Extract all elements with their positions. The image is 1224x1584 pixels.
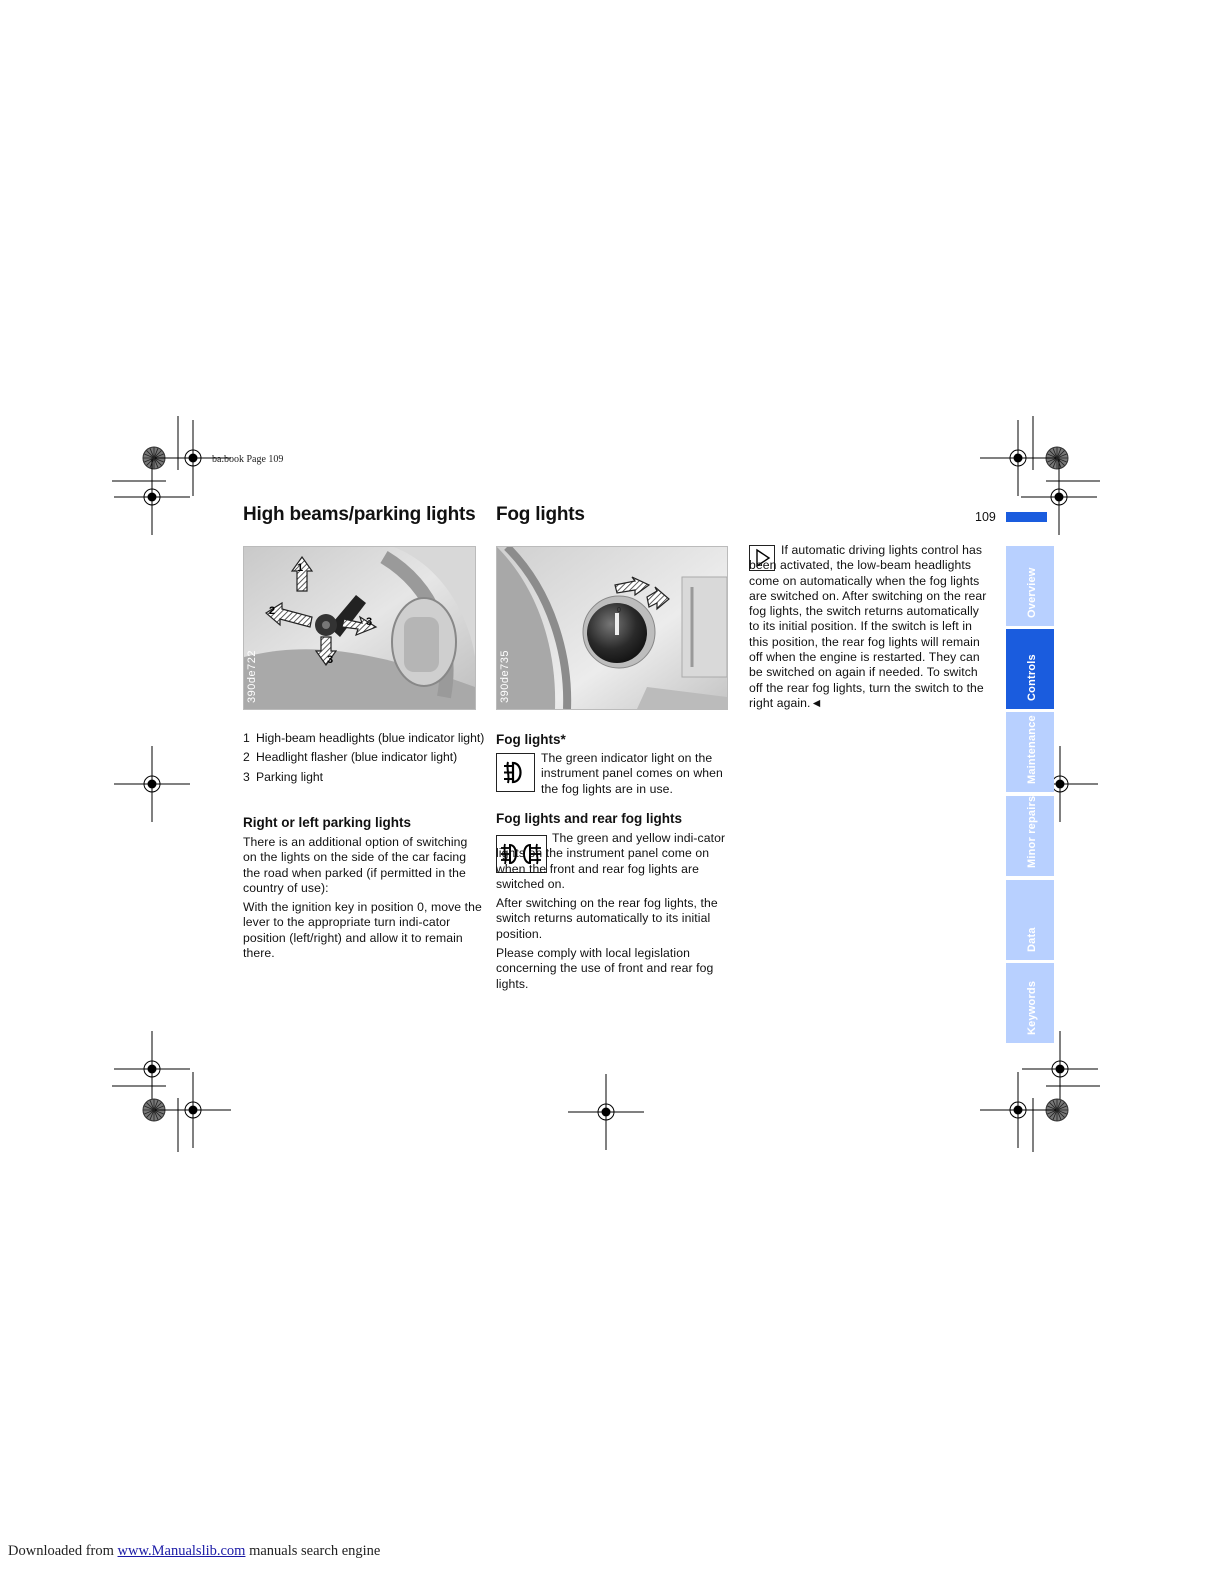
figure-light-switch-photo [496, 546, 728, 710]
registration-crosshair-icon [1021, 459, 1097, 535]
list-item: 1 High-beam headlights (blue indicator light) [243, 731, 485, 745]
svg-text:0: 0 [617, 607, 621, 614]
tab-overview[interactable]: Overview [1006, 546, 1054, 626]
registration-crosshair-icon [980, 1072, 1056, 1148]
footer-download-note: Downloaded from www.Manualslib.com manuals search engine [8, 1543, 381, 1559]
parking-text [243, 835, 483, 965]
page-number-bar [1006, 512, 1047, 522]
registration-crosshair-icon [568, 1074, 644, 1150]
page-number: 109 [975, 510, 996, 524]
paragraph: The green and yellow indi-cator lights on the instrument panel come on when the front and rear fog lights are switched on. [496, 831, 726, 891]
tab-controls[interactable]: Controls [1006, 629, 1054, 709]
book-page-note: ba.book Page 109 [212, 454, 284, 465]
paragraph: With the ignition key in position 0, move the lever to the appropriate turn indi-cator position (left/right) and allow it to remain there. [243, 900, 482, 961]
list-item: 2 Headlight flasher (blue indicator light) [243, 750, 458, 765]
tab-maintenance[interactable]: Maintenance [1006, 712, 1054, 792]
callout-1: 2 [269, 605, 276, 617]
tab-minor-repairs[interactable]: Minor repairs [1006, 796, 1054, 876]
paragraph: Please comply with local legislation concerning the use of front and rear fog lights. [496, 946, 714, 991]
registration-crosshair-icon [114, 459, 190, 535]
manualslib-link[interactable]: www.Manualslib.com [117, 1543, 246, 1559]
paragraph: There is an additional option of switching on the lights on the side of the car facing the road when parked (if permitted in the country of use): [243, 835, 468, 895]
note-text: If automatic driving lights control has been activated, the low-beam headlights come on automatically when the fog lights are switched on. After switching on the rear fog lights, the switch returns automatically to its initial position. If the switch is left in this position, the rear fog lights will remain off when the engine is restarted. They can be switched on again if needed. To switch off the rear fog lights, turn the switch to the right again.◄ [749, 543, 987, 710]
heading-fog-and-rear-fog: Fog lights and rear fog lights [496, 811, 683, 826]
figure-code: 390de735 [499, 650, 511, 703]
paragraph: After switching on the rear fog lights, the switch returns automatically to its initial position. [496, 896, 718, 941]
registration-crosshair-icon [980, 420, 1056, 496]
figure-legend-list [243, 731, 485, 789]
fog-rear-text [496, 831, 738, 996]
callout-2: 3 [366, 616, 373, 628]
figure-lever-photo [243, 546, 476, 710]
tab-data[interactable]: Data [1006, 880, 1054, 960]
tab-keywords[interactable]: Keywords [1006, 963, 1054, 1043]
heading-parking-lights: Right or left parking lights [243, 815, 411, 830]
registration-crosshair-icon [114, 1031, 190, 1107]
section-title-high-beams: High beams/parking lights [243, 504, 476, 525]
fog-lights-text: The green indicator light on the instrument panel comes on when the fog lights are in use. [541, 751, 723, 796]
registration-crosshair-icon [114, 746, 190, 822]
section-title-fog-lights: Fog lights [496, 504, 585, 525]
list-item: 3 Parking light [243, 769, 324, 784]
registration-crosshair-icon [155, 1072, 231, 1148]
callout-3-top: 1 [297, 562, 304, 574]
callout-3-bottom: 3 [327, 654, 334, 666]
front-fog-light-icon [496, 753, 535, 792]
heading-fog-lights: Fog lights* [496, 732, 566, 747]
figure-code: 390de722 [246, 650, 258, 703]
